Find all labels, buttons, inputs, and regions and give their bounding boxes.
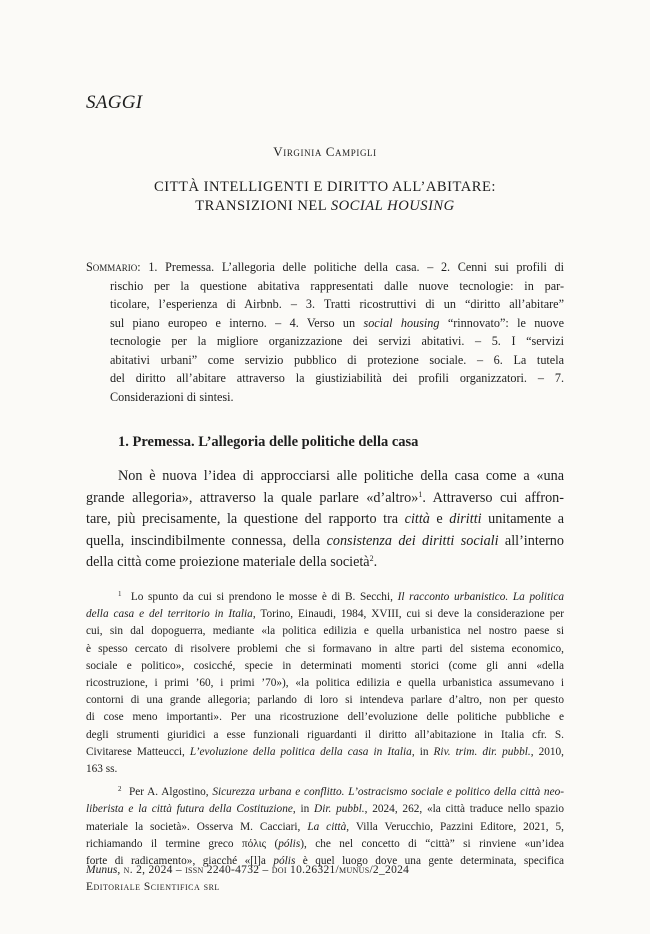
summary-line: tecnologie per la migliore organizzazione dei servizi abitativi. – 5. I “servizi	[110, 334, 564, 348]
journal-name: Munus	[86, 864, 118, 876]
footnote-1-line: Civitarese Matteucci, L’evoluzione della politica della casa in Italia, in Riv. trim. dir. pubbl., 2010,	[86, 745, 564, 758]
footnote-1-number: 1	[118, 590, 122, 598]
article-title	[60, 178, 590, 216]
footnote-1-line: degli strumenti giuridici a esse funzionali riguardanti il diritto all’abitazione in Italia cfr. S.	[86, 728, 564, 741]
summary-line: sul piano europeo e interno. – 4. Verso un social housing “rinnovato”: le nuove	[110, 315, 564, 330]
footnote-2-line: richiamando il termine greco πόλις (pólis), che nel concetto di “città” si rinviene «un’idea	[86, 837, 564, 850]
summary-label: Sommario:	[86, 260, 141, 274]
footnote-2-line: $^2$ Per A. Algostino, Sicurezza urbana e conflitto. L’ostracismo sociale e politico della città neo-	[118, 785, 564, 799]
footnote-ref-2[interactable]: 2	[369, 554, 374, 564]
footnote-1-line: $^1$ Lo spunto da cui si prendono le mosse è di B. Secchi, Il racconto urbanistico. La politica	[118, 590, 564, 603]
page-footer	[86, 862, 564, 895]
summary-line: Sommario: 1. Premessa. L’allegoria delle politiche della casa. – 2. Cenni sui profili di	[86, 260, 564, 274]
footnotes	[86, 589, 564, 870]
footnote-1-line: contorni di una grande allegoria; parlando di loro si intendeva parlare d’altro, non per questo	[86, 694, 564, 707]
footnote-1-line: ricostruzione, i primi ’60, i primi ’70»), «la politica edilizia e quella urbanistica assumevano i	[86, 677, 564, 690]
summary-line: rischio per la questione abitativa rappresentati dalle nuove tecnologie: in par-	[110, 278, 564, 293]
footnote-1-line: cui, sin dal dopoguerra, mediante «la politica edilizia e quella urbanistica nel nostro paese si	[86, 625, 564, 638]
title-line-2-italic: SOCIAL HOUSING	[330, 198, 455, 214]
publisher-name: Editoriale Scientifica srl	[86, 880, 220, 893]
body-line: Non è nuova l’idea di approcciarsi alle politiche della casa come a «una	[118, 468, 564, 484]
section-label: SAGGI	[86, 92, 143, 113]
title-line-1: CITTÀ INTELLIGENTI E DIRITTO ALL’ABITARE:	[154, 179, 496, 195]
body-line: quella, inscindibilmente connessa, della consistenza dei diritti sociali all’interno	[86, 532, 564, 549]
footnote-2-line: liberista e la città futura della Costituzione, in Dir. pubbl., 2024, 262, «la città traduce nello spazio	[86, 803, 564, 816]
footnote-1-line: di cose meno importanti». Per una ricostruzione dell’evoluzione delle politiche pubbliche e	[86, 711, 564, 724]
body-line: della città come proiezione materiale della società$^2$.	[86, 554, 378, 571]
body-line: tare, più precisamente, la questione del rapporto tra città e diritti unitamente a	[86, 511, 564, 528]
summary-line: del diritto all’abitare attraverso la giustiziabilità dei profili organizzatori. – 7.	[110, 371, 564, 385]
footnote-1-line: 163 ss.	[86, 763, 118, 776]
summary-line: Considerazioni di sintesi.	[110, 389, 234, 404]
footnote-2-line: forte di radicamento», giacché «[l]a pólis è quel luogo dove una gente determinata, specifica	[86, 855, 564, 868]
journal-citation	[86, 862, 564, 879]
section-heading: 1. Premessa. L’allegoria delle politiche della casa	[118, 434, 419, 450]
footnote-ref-1[interactable]: 1	[418, 489, 423, 499]
footnote-2-number: 2	[118, 785, 122, 794]
footnote-1-line: è spesso cercato di risolvere problemi che si formavano in altre parti del sistema economico,	[86, 642, 564, 655]
summary-line: ticolare, l’esperienza di Airbnb. – 3. Tratti ricostruttivi di un “diritto all’abitare”	[110, 297, 564, 311]
summary	[86, 258, 564, 406]
journal-meta: , n. 2, 2024 – issn 2240-4732 – doi 10.26321/munus/2_2024	[117, 864, 410, 876]
body-paragraph	[86, 466, 564, 574]
title-line-2-prefix: TRANSIZIONI NEL	[195, 198, 331, 214]
footnote-2-line: materiale la società». Osserva M. Cacciari, La città, Villa Verucchio, Pazzini Editore, 2021, 5,	[86, 820, 564, 833]
summary-line: abitativi urbani” come servizio pubblico di protezione sociale. – 6. La tutela	[110, 352, 564, 367]
body-line: grande allegoria», attraverso la quale parlare «d’altro»$^1$. Attraverso cui affron-	[86, 489, 564, 506]
author-name: Virginia Campigli	[273, 144, 377, 159]
title-line-2	[60, 197, 590, 216]
footnote-1-line: sociale e politico», cosicché, specie in determinati momenti storici (come gli anni «della	[86, 659, 564, 672]
footnote-1-line: della casa e del territorio in Italia, Torino, Einaudi, 1984, XVIII, cui si deve la considerazione per	[86, 608, 564, 621]
